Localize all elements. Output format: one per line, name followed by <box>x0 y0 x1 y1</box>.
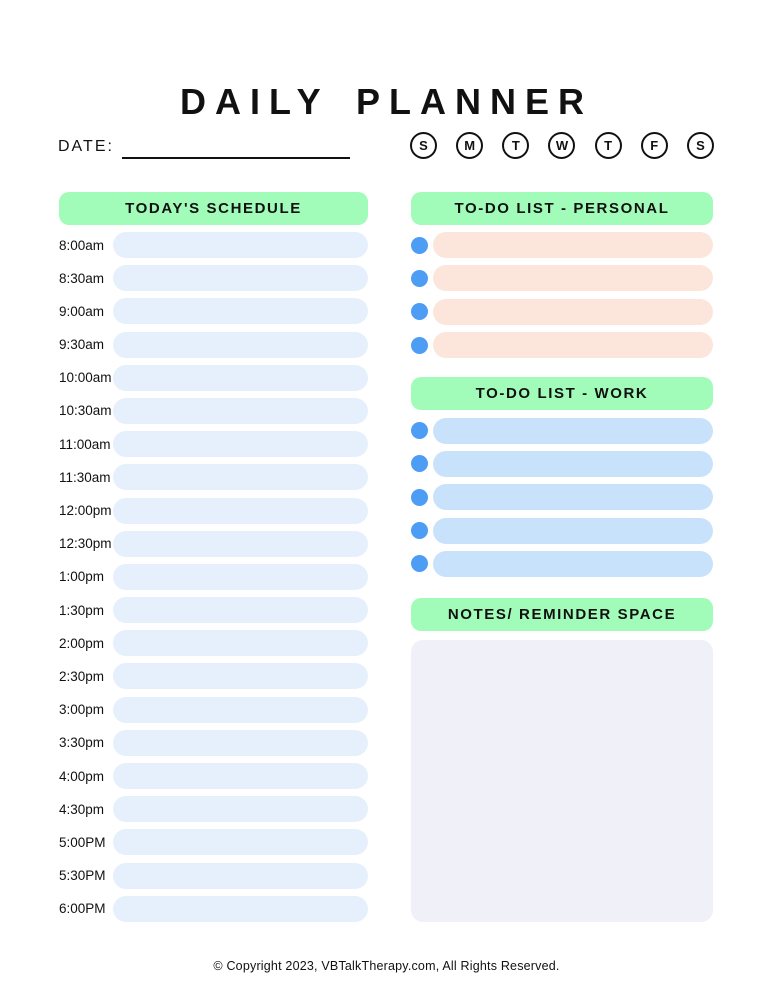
todo-row <box>411 551 713 577</box>
time-label: 11:30am <box>59 469 111 485</box>
work-todo-field[interactable] <box>433 418 713 444</box>
schedule-entry-field[interactable] <box>113 398 368 424</box>
work-todo-field[interactable] <box>433 484 713 510</box>
personal-rows <box>411 232 713 358</box>
bullet-dot-icon <box>411 455 428 472</box>
schedule-row <box>59 232 368 258</box>
notes-header: NOTES/ REMINDER SPACE <box>411 598 713 631</box>
personal-todo-field[interactable] <box>433 232 713 258</box>
schedule-entry-field[interactable] <box>113 829 368 855</box>
day-circles <box>410 132 714 159</box>
bullet-dot-icon <box>411 522 428 539</box>
work-todo-field[interactable] <box>433 551 713 577</box>
date-label: DATE: <box>58 138 114 155</box>
work-rows <box>411 418 713 577</box>
schedule-entry-field[interactable] <box>113 332 368 358</box>
todo-row <box>411 299 713 325</box>
time-label: 1:30pm <box>59 602 105 618</box>
day-circle-0[interactable]: S <box>410 132 437 159</box>
date-input-line[interactable] <box>122 140 350 159</box>
schedule-entry-field[interactable] <box>113 630 368 656</box>
todo-row <box>411 484 713 510</box>
bullet-dot-icon <box>411 303 428 320</box>
schedule-row <box>59 896 368 922</box>
schedule-row <box>59 431 368 457</box>
schedule-section <box>59 192 368 922</box>
schedule-row <box>59 630 368 656</box>
schedule-entry-field[interactable] <box>113 365 368 391</box>
schedule-row <box>59 863 368 889</box>
todo-work-header: TO-DO LIST - WORK <box>411 377 713 410</box>
schedule-row <box>59 796 368 822</box>
page-title: DAILY PLANNER <box>179 81 594 123</box>
day-circle-4[interactable]: T <box>595 132 622 159</box>
day-circle-5[interactable]: F <box>641 132 668 159</box>
notes-input-area[interactable] <box>411 640 713 922</box>
personal-todo-field[interactable] <box>433 332 713 358</box>
time-label: 11:00am <box>59 436 111 452</box>
bullet-dot-icon <box>411 422 428 439</box>
bullet-dot-icon <box>411 270 428 287</box>
day-circle-2[interactable]: T <box>502 132 529 159</box>
time-label: 9:00am <box>59 303 105 319</box>
schedule-entry-field[interactable] <box>113 763 368 789</box>
right-column <box>411 192 713 922</box>
time-label: 8:00am <box>59 237 105 253</box>
personal-todo-field[interactable] <box>433 299 713 325</box>
time-label: 10:00am <box>59 370 112 386</box>
schedule-entry-field[interactable] <box>113 531 368 557</box>
schedule-entry-field[interactable] <box>113 597 368 623</box>
bullet-dot-icon <box>411 555 428 572</box>
schedule-row <box>59 398 368 424</box>
time-label: 2:30pm <box>59 668 105 684</box>
copyright-footer: © Copyright 2023, VBTalkTherapy.com, All Rights Reserved. <box>213 959 560 973</box>
time-label: 6:00PM <box>59 901 106 917</box>
schedule-entry-field[interactable] <box>113 863 368 889</box>
schedule-row <box>59 265 368 291</box>
schedule-entry-field[interactable] <box>113 232 368 258</box>
bullet-dot-icon <box>411 237 428 254</box>
time-label: 12:00pm <box>59 503 112 518</box>
todo-row <box>411 232 713 258</box>
schedule-entry-field[interactable] <box>113 464 368 490</box>
schedule-entry-field[interactable] <box>113 431 368 457</box>
todo-row <box>411 451 713 477</box>
time-label: 9:30am <box>59 337 105 353</box>
time-label: 12:30pm <box>59 536 112 552</box>
day-circle-6[interactable]: S <box>687 132 714 159</box>
time-label: 8:30am <box>59 270 105 286</box>
personal-todo-field[interactable] <box>433 265 713 291</box>
todo-row <box>411 332 713 358</box>
schedule-row <box>59 564 368 590</box>
schedule-rows <box>59 232 368 922</box>
time-label: 5:00PM <box>59 834 106 850</box>
todo-personal-header: TO-DO LIST - PERSONAL <box>411 192 713 225</box>
schedule-header: TODAY'S SCHEDULE <box>59 192 368 225</box>
schedule-row <box>59 298 368 324</box>
time-label: 3:00pm <box>59 702 105 718</box>
todo-row <box>411 518 713 544</box>
schedule-row <box>59 498 368 524</box>
todo-row <box>411 418 713 444</box>
bullet-dot-icon <box>411 337 428 354</box>
schedule-row <box>59 464 368 490</box>
schedule-row <box>59 597 368 623</box>
day-circle-1[interactable]: M <box>456 132 483 159</box>
schedule-row <box>59 531 368 557</box>
time-label: 4:30pm <box>59 801 105 817</box>
todo-row <box>411 265 713 291</box>
time-label: 2:00pm <box>59 635 105 651</box>
time-label: 10:30am <box>59 403 112 419</box>
schedule-entry-field[interactable] <box>113 564 368 590</box>
time-label: 5:30PM <box>59 868 106 884</box>
schedule-row <box>59 663 368 689</box>
schedule-row <box>59 332 368 358</box>
work-todo-field[interactable] <box>433 451 713 477</box>
work-todo-field[interactable] <box>433 518 713 544</box>
time-label: 3:30pm <box>59 735 105 751</box>
schedule-entry-field[interactable] <box>113 663 368 689</box>
schedule-entry-field[interactable] <box>113 796 368 822</box>
schedule-row <box>59 829 368 855</box>
schedule-entry-field[interactable] <box>113 265 368 291</box>
day-circle-3[interactable]: W <box>548 132 575 159</box>
schedule-entry-field[interactable] <box>113 498 368 524</box>
schedule-row <box>59 365 368 391</box>
bullet-dot-icon <box>411 489 428 506</box>
schedule-entry-field[interactable] <box>113 896 368 922</box>
schedule-row <box>59 697 368 723</box>
time-label: 1:00pm <box>59 569 105 585</box>
schedule-entry-field[interactable] <box>113 730 368 756</box>
time-label: 4:00pm <box>59 768 105 784</box>
schedule-entry-field[interactable] <box>113 697 368 723</box>
schedule-entry-field[interactable] <box>113 298 368 324</box>
schedule-row <box>59 730 368 756</box>
schedule-row <box>59 763 368 789</box>
